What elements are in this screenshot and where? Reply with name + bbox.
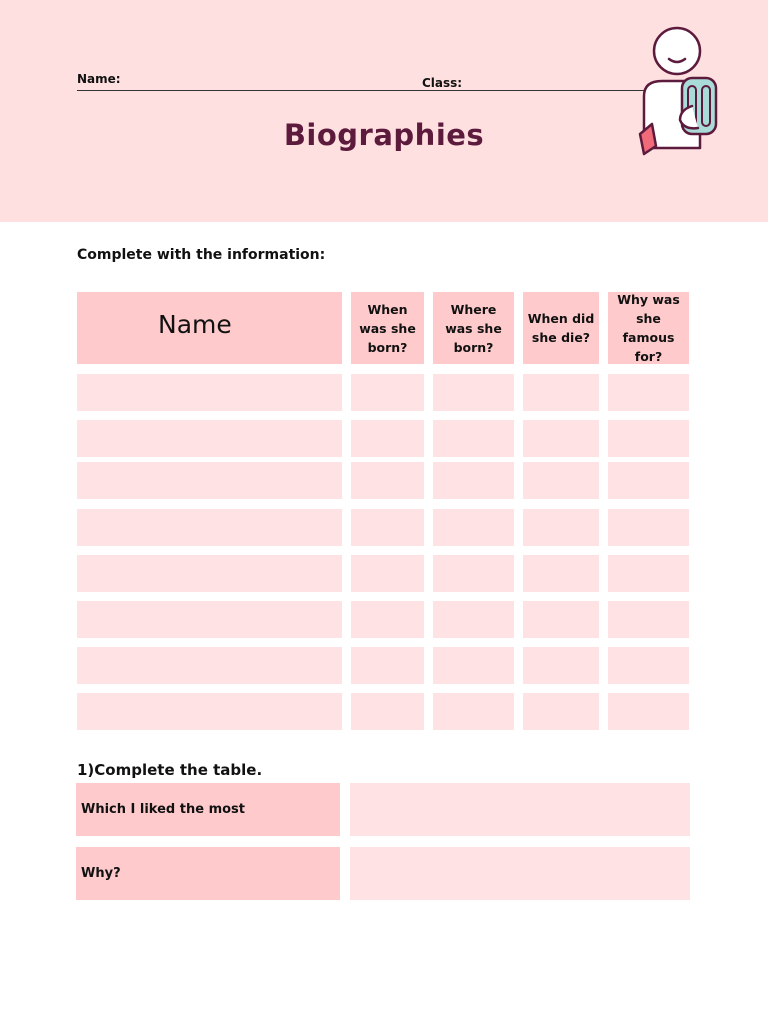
table-cell[interactable] bbox=[523, 647, 599, 684]
table-cell[interactable] bbox=[433, 462, 514, 499]
table-cell[interactable] bbox=[608, 374, 689, 411]
table-cell[interactable] bbox=[351, 420, 424, 457]
column-header-name: Name bbox=[77, 292, 342, 364]
table-cell[interactable] bbox=[608, 647, 689, 684]
answer-field-liked-most[interactable] bbox=[350, 783, 690, 836]
table-cell[interactable] bbox=[77, 601, 342, 638]
table-cell[interactable] bbox=[433, 420, 514, 457]
table-cell[interactable] bbox=[433, 647, 514, 684]
table-cell[interactable] bbox=[523, 555, 599, 592]
question-label-liked-most: Which I liked the most bbox=[76, 783, 340, 836]
table-cell[interactable] bbox=[77, 647, 342, 684]
question-label-why: Why? bbox=[76, 847, 340, 900]
table-cell[interactable] bbox=[77, 555, 342, 592]
table-cell[interactable] bbox=[351, 601, 424, 638]
instruction-text: Complete with the information: bbox=[77, 247, 326, 263]
table-cell[interactable] bbox=[433, 601, 514, 638]
table-cell[interactable] bbox=[351, 462, 424, 499]
table-cell[interactable] bbox=[523, 601, 599, 638]
table-cell[interactable] bbox=[77, 693, 342, 730]
table-cell[interactable] bbox=[77, 374, 342, 411]
table-cell[interactable] bbox=[433, 693, 514, 730]
section-title: 1)Complete the table. bbox=[77, 761, 263, 779]
answer-field-why[interactable] bbox=[350, 847, 690, 900]
name-class-line[interactable] bbox=[77, 90, 647, 91]
column-header-born-date: When was she born? bbox=[351, 292, 424, 364]
table-cell[interactable] bbox=[77, 509, 342, 546]
table-cell[interactable] bbox=[608, 693, 689, 730]
table-cell[interactable] bbox=[608, 420, 689, 457]
table-cell[interactable] bbox=[523, 693, 599, 730]
table-cell[interactable] bbox=[433, 509, 514, 546]
column-header-famous-for: Why was she famous for? bbox=[608, 292, 689, 364]
name-label: Name: bbox=[77, 72, 121, 86]
table-cell[interactable] bbox=[351, 509, 424, 546]
table-cell[interactable] bbox=[608, 601, 689, 638]
table-cell[interactable] bbox=[351, 647, 424, 684]
class-label: Class: bbox=[422, 76, 463, 90]
table-cell[interactable] bbox=[351, 555, 424, 592]
table-cell[interactable] bbox=[77, 420, 342, 457]
table-cell[interactable] bbox=[433, 555, 514, 592]
table-cell[interactable] bbox=[523, 420, 599, 457]
table-cell[interactable] bbox=[523, 509, 599, 546]
table-cell[interactable] bbox=[433, 374, 514, 411]
table-cell[interactable] bbox=[608, 509, 689, 546]
page-title: Biographies bbox=[283, 118, 485, 152]
column-header-death-date: When did she die? bbox=[523, 292, 599, 364]
student-with-backpack-icon bbox=[632, 26, 724, 158]
table-cell[interactable] bbox=[608, 555, 689, 592]
table-cell[interactable] bbox=[351, 374, 424, 411]
table-cell[interactable] bbox=[77, 462, 342, 499]
table-cell[interactable] bbox=[608, 462, 689, 499]
table-cell[interactable] bbox=[523, 462, 599, 499]
table-cell[interactable] bbox=[523, 374, 599, 411]
column-header-born-place: Where was she born? bbox=[433, 292, 514, 364]
table-cell[interactable] bbox=[351, 693, 424, 730]
